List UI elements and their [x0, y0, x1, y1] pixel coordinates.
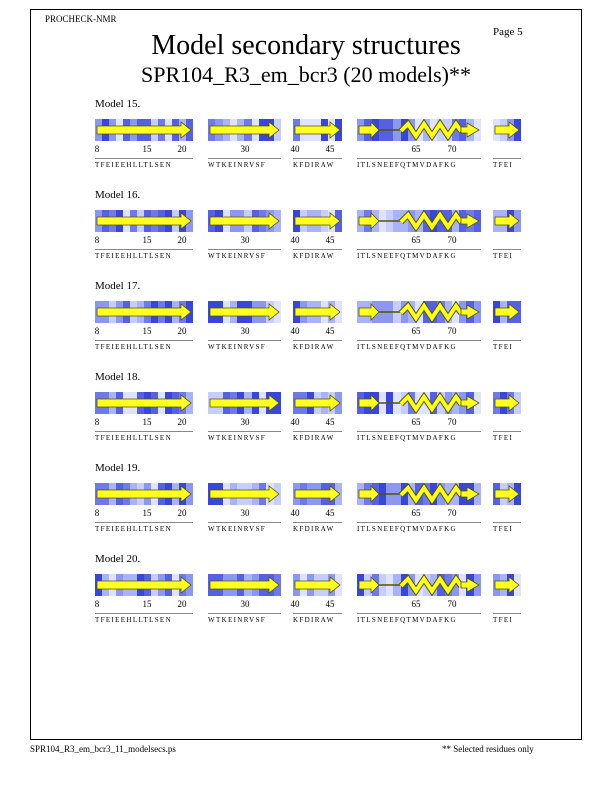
residue-number: 45	[325, 235, 335, 245]
structure-segment	[493, 119, 521, 141]
residue-sequence: WTKEINRVSF	[208, 434, 267, 442]
model-block	[0, 462, 612, 547]
residue-number: 20	[177, 417, 187, 427]
structure-segment	[95, 483, 193, 505]
structure-segment	[95, 301, 193, 323]
residue-sequence: WTKEINRVSF	[208, 525, 267, 533]
sequence-rule	[208, 158, 281, 159]
residue-sequence: TFEI	[493, 525, 514, 533]
structure-segment	[493, 392, 521, 414]
residue-sequence: TFEIEEHLLTLSEN	[95, 616, 172, 624]
structure-segment	[208, 392, 281, 414]
residue-number: 8	[94, 144, 100, 154]
residue-number: 65	[411, 235, 421, 245]
structure-segment	[357, 301, 481, 323]
sequence-rule	[357, 431, 481, 432]
sequence-rule	[493, 522, 521, 523]
sequence-rule	[293, 249, 342, 250]
residue-number: 40	[290, 508, 300, 518]
residue-number: 30	[240, 144, 250, 154]
residue-number: 15	[142, 599, 152, 609]
residue-number: 8	[94, 599, 100, 609]
sequence-rule	[293, 431, 342, 432]
residue-number: 15	[142, 417, 152, 427]
residue-number: 8	[94, 417, 100, 427]
residue-number: 45	[325, 599, 335, 609]
residue-number: 70	[447, 417, 457, 427]
sequence-rule	[208, 249, 281, 250]
page-subtitle: SPR104_R3_em_bcr3 (20 models)**	[141, 62, 471, 87]
model-label: Model 16.	[95, 189, 141, 201]
structure-segment	[208, 210, 281, 232]
model-block	[0, 371, 612, 456]
residue-number: 20	[177, 326, 187, 336]
residue-number: 15	[142, 235, 152, 245]
residue-number: 8	[94, 235, 100, 245]
structure-segment	[493, 210, 521, 232]
residue-number: 40	[290, 326, 300, 336]
model-block	[0, 553, 612, 638]
residue-sequence: ITLSNEEFQTMVDAFKG	[357, 434, 457, 442]
structure-segment	[208, 574, 281, 596]
sequence-rule	[493, 613, 521, 614]
residue-sequence: ITLSNEEFQTMVDAFKG	[357, 161, 457, 169]
model-label: Model 19.	[95, 462, 141, 474]
residue-sequence: KFDIRAW	[293, 616, 335, 624]
structure-segment	[208, 119, 281, 141]
sequence-rule	[493, 340, 521, 341]
sequence-rule	[293, 158, 342, 159]
sequence-rule	[357, 613, 481, 614]
structure-segment	[493, 483, 521, 505]
sequence-rule	[208, 431, 281, 432]
structure-segment	[95, 574, 193, 596]
residue-number: 70	[447, 235, 457, 245]
residue-number: 8	[94, 508, 100, 518]
residue-number: 65	[411, 144, 421, 154]
residue-number: 70	[447, 508, 457, 518]
residue-sequence: KFDIRAW	[293, 434, 335, 442]
sequence-rule	[493, 249, 521, 250]
residue-sequence: TFEIEEHLLTLSEN	[95, 343, 172, 351]
residue-sequence: TFEIEEHLLTLSEN	[95, 161, 172, 169]
residue-number: 45	[325, 508, 335, 518]
structure-segment	[357, 119, 481, 141]
sequence-rule	[357, 340, 481, 341]
sequence-rule	[357, 249, 481, 250]
residue-sequence: TFEIEEHLLTLSEN	[95, 252, 172, 260]
model-block	[0, 189, 612, 274]
sequence-rule	[208, 613, 281, 614]
residue-number: 15	[142, 326, 152, 336]
page-number: Page 5	[493, 26, 523, 38]
structure-segment	[95, 392, 193, 414]
residue-number: 30	[240, 508, 250, 518]
residue-sequence: TFEIEEHLLTLSEN	[95, 434, 172, 442]
program-name: PROCHECK-NMR	[45, 14, 117, 24]
sequence-rule	[95, 158, 193, 159]
residue-sequence: ITLSNEEFQTMVDAFKG	[357, 252, 457, 260]
structure-segment	[493, 301, 521, 323]
sequence-rule	[357, 158, 481, 159]
residue-number: 45	[325, 144, 335, 154]
sequence-rule	[208, 522, 281, 523]
residue-number: 30	[240, 235, 250, 245]
sequence-rule	[293, 340, 342, 341]
model-label: Model 18.	[95, 371, 141, 383]
sequence-rule	[95, 522, 193, 523]
residue-sequence: WTKEINRVSF	[208, 343, 267, 351]
structure-segment	[293, 119, 342, 141]
residue-sequence: WTKEINRVSF	[208, 616, 267, 624]
residue-sequence: TFEI	[493, 252, 514, 260]
structure-segment	[95, 210, 193, 232]
sequence-rule	[95, 340, 193, 341]
residue-number: 20	[177, 144, 187, 154]
residue-sequence: ITLSNEEFQTMVDAFKG	[357, 343, 457, 351]
structure-segment	[293, 392, 342, 414]
residue-sequence: TFEI	[493, 434, 514, 442]
residue-sequence: ITLSNEEFQTMVDAFKG	[357, 525, 457, 533]
residue-number: 45	[325, 326, 335, 336]
residue-number: 40	[290, 599, 300, 609]
sequence-rule	[493, 431, 521, 432]
model-label: Model 20.	[95, 553, 141, 565]
residue-sequence: TFEI	[493, 616, 514, 624]
sequence-rule	[357, 522, 481, 523]
residue-number: 70	[447, 326, 457, 336]
page-title: Model secondary structures	[151, 30, 461, 61]
residue-number: 8	[94, 326, 100, 336]
residue-sequence: ITLSNEEFQTMVDAFKG	[357, 616, 457, 624]
residue-number: 70	[447, 599, 457, 609]
residue-number: 20	[177, 235, 187, 245]
residue-sequence: WTKEINRVSF	[208, 161, 267, 169]
model-block	[0, 98, 612, 183]
model-label: Model 15.	[95, 98, 141, 110]
residue-number: 70	[447, 144, 457, 154]
residue-sequence: TFEI	[493, 161, 514, 169]
residue-sequence: TFEI	[493, 343, 514, 351]
structure-segment	[357, 392, 481, 414]
sequence-rule	[95, 249, 193, 250]
structure-segment	[293, 483, 342, 505]
residue-sequence: WTKEINRVSF	[208, 252, 267, 260]
sequence-rule	[493, 158, 521, 159]
structure-segment	[208, 483, 281, 505]
structure-segment	[95, 119, 193, 141]
structure-segment	[357, 574, 481, 596]
model-label: Model 17.	[95, 280, 141, 292]
residue-number: 20	[177, 508, 187, 518]
footer-filename: SPR104_R3_em_bcr3_11_modelsecs.ps	[30, 744, 176, 754]
footer-note: ** Selected residues only	[442, 744, 534, 754]
residue-number: 15	[142, 508, 152, 518]
structure-segment	[293, 210, 342, 232]
residue-number: 40	[290, 417, 300, 427]
sequence-rule	[208, 340, 281, 341]
residue-number: 30	[240, 417, 250, 427]
residue-number: 30	[240, 599, 250, 609]
structure-segment	[493, 574, 521, 596]
sequence-rule	[293, 613, 342, 614]
residue-number: 40	[290, 235, 300, 245]
residue-number: 30	[240, 326, 250, 336]
structure-segment	[357, 210, 481, 232]
residue-number: 65	[411, 599, 421, 609]
structure-segment	[357, 483, 481, 505]
residue-number: 20	[177, 599, 187, 609]
residue-number: 15	[142, 144, 152, 154]
residue-sequence: KFDIRAW	[293, 525, 335, 533]
sequence-rule	[95, 431, 193, 432]
residue-sequence: KFDIRAW	[293, 161, 335, 169]
residue-sequence: KFDIRAW	[293, 343, 335, 351]
structure-segment	[208, 301, 281, 323]
residue-sequence: KFDIRAW	[293, 252, 335, 260]
model-block	[0, 280, 612, 365]
residue-number: 65	[411, 508, 421, 518]
residue-number: 45	[325, 417, 335, 427]
residue-number: 65	[411, 326, 421, 336]
sequence-rule	[95, 613, 193, 614]
structure-segment	[293, 574, 342, 596]
residue-number: 65	[411, 417, 421, 427]
residue-sequence: TFEIEEHLLTLSEN	[95, 525, 172, 533]
sequence-rule	[293, 522, 342, 523]
residue-number: 40	[290, 144, 300, 154]
structure-segment	[293, 301, 342, 323]
